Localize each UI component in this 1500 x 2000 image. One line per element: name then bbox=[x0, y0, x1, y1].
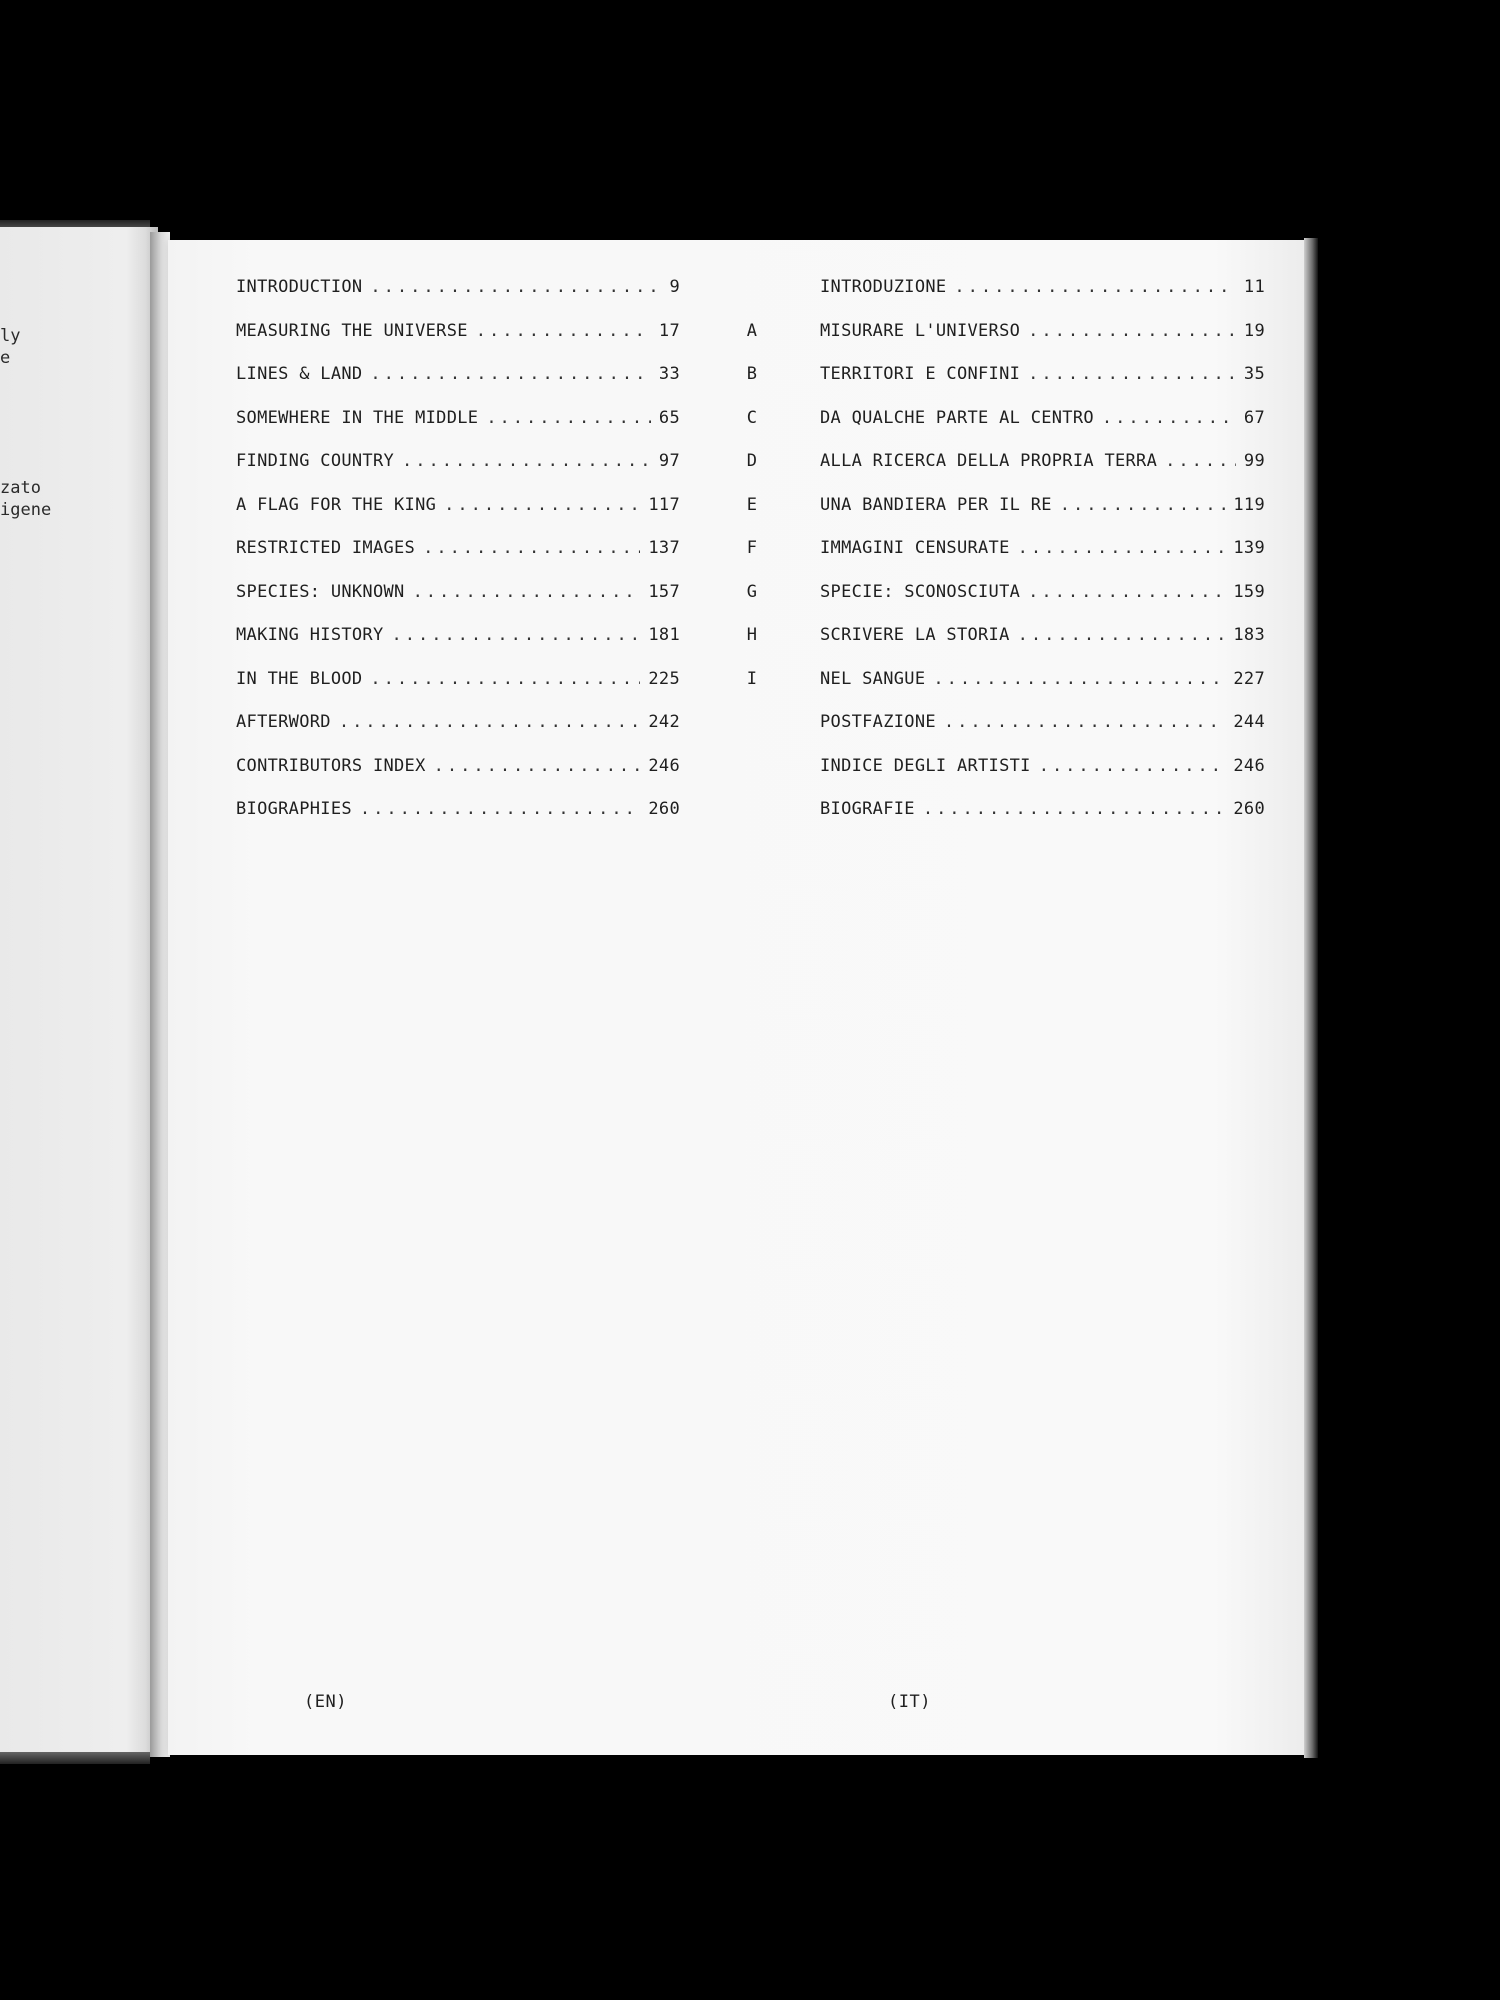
toc-title: BIOGRAPHIES bbox=[236, 799, 352, 819]
toc-title: MEASURING THE UNIVERSE bbox=[236, 320, 468, 341]
toc-row bbox=[820, 321, 1265, 365]
dot-leader bbox=[392, 625, 641, 645]
section-letter: G bbox=[746, 581, 758, 602]
left-cover-edge-bottom bbox=[0, 1752, 150, 1764]
dot-leader bbox=[1039, 756, 1226, 776]
toc-page-number: 19 bbox=[1243, 320, 1265, 341]
dot-leader bbox=[1028, 321, 1236, 341]
toc-page-number: 99 bbox=[1243, 451, 1265, 471]
toc-title: MAKING HISTORY bbox=[236, 625, 384, 645]
toc-row bbox=[820, 756, 1265, 800]
toc-page-number: 119 bbox=[1233, 494, 1265, 515]
toc-page-number: 35 bbox=[1243, 364, 1265, 384]
toc-row bbox=[236, 451, 680, 495]
toc-page-number: 157 bbox=[648, 581, 680, 602]
dot-leader bbox=[933, 669, 1225, 689]
section-letter: C bbox=[746, 407, 758, 428]
toc-row bbox=[236, 712, 680, 756]
toc-page-number: 97 bbox=[658, 451, 680, 471]
toc-row bbox=[236, 582, 680, 626]
language-label-it: (IT) bbox=[888, 1692, 931, 1712]
toc-row bbox=[820, 799, 1265, 843]
toc-title: FINDING COUNTRY bbox=[236, 451, 395, 471]
toc-row bbox=[236, 799, 680, 843]
toc-title: CONTRIBUTORS INDEX bbox=[236, 755, 426, 776]
dot-leader bbox=[370, 364, 651, 384]
toc-row bbox=[236, 538, 680, 582]
toc-title: RESTRICTED IMAGES bbox=[236, 538, 416, 558]
section-letter: I bbox=[746, 668, 758, 689]
contents-list-it bbox=[820, 277, 1265, 843]
section-letter: E bbox=[746, 494, 758, 515]
left-page bbox=[0, 227, 158, 1757]
toc-page-number: 67 bbox=[1243, 407, 1265, 428]
toc-page-number: 260 bbox=[1233, 799, 1265, 819]
left-page-text-fragment: igene bbox=[0, 500, 52, 520]
toc-row bbox=[820, 669, 1265, 713]
toc-page-number: 244 bbox=[1233, 712, 1265, 732]
contents-list-en bbox=[236, 277, 680, 843]
left-page-text-fragment: e bbox=[0, 348, 11, 368]
toc-row bbox=[820, 277, 1265, 321]
toc-page-number: 246 bbox=[648, 755, 680, 776]
book-gutter bbox=[150, 232, 170, 1757]
section-letter: F bbox=[746, 538, 758, 558]
toc-title: SPECIE: SCONOSCIUTA bbox=[820, 581, 1021, 602]
left-page-text-fragment: ly bbox=[0, 326, 21, 346]
toc-title: BIOGRAFIE bbox=[820, 799, 915, 819]
section-letter bbox=[740, 756, 764, 800]
toc-page-number: 117 bbox=[648, 494, 680, 515]
dot-leader bbox=[339, 712, 641, 732]
dot-leader bbox=[944, 712, 1226, 732]
toc-page-number: 17 bbox=[658, 320, 680, 341]
toc-row bbox=[820, 712, 1265, 756]
section-letter: A bbox=[746, 320, 758, 341]
section-letter bbox=[740, 799, 764, 843]
dot-leader bbox=[954, 277, 1236, 297]
toc-title: TERRITORI E CONFINI bbox=[820, 364, 1021, 384]
toc-title: INDICE DEGLI ARTISTI bbox=[820, 755, 1031, 776]
toc-page-number: 159 bbox=[1233, 581, 1265, 602]
toc-row bbox=[236, 408, 680, 452]
toc-title: NEL SANGUE bbox=[820, 668, 926, 689]
dot-leader bbox=[370, 277, 661, 297]
toc-row bbox=[820, 451, 1265, 495]
page-edge bbox=[1304, 238, 1318, 1758]
dot-leader bbox=[1018, 625, 1226, 645]
toc-row bbox=[236, 495, 680, 539]
toc-row bbox=[820, 495, 1265, 539]
section-letter: H bbox=[746, 625, 758, 645]
toc-title: MISURARE L'UNIVERSO bbox=[820, 320, 1021, 341]
dot-leader bbox=[476, 321, 651, 341]
dot-leader bbox=[370, 669, 640, 689]
section-letter bbox=[740, 712, 764, 756]
toc-row bbox=[236, 321, 680, 365]
toc-title: SOMEWHERE IN THE MIDDLE bbox=[236, 407, 479, 428]
language-label-en: (EN) bbox=[304, 1692, 347, 1712]
toc-page-number: 181 bbox=[648, 625, 680, 645]
toc-page-number: 9 bbox=[669, 277, 680, 297]
dot-leader bbox=[444, 495, 640, 515]
toc-title: AFTERWORD bbox=[236, 712, 331, 732]
toc-title: SPECIES: UNKNOWN bbox=[236, 581, 405, 602]
toc-title: POSTFAZIONE bbox=[820, 712, 936, 732]
toc-row bbox=[820, 625, 1265, 669]
dot-leader bbox=[1028, 582, 1225, 602]
section-letter: B bbox=[746, 364, 758, 384]
toc-title: UNA BANDIERA PER IL RE bbox=[820, 494, 1052, 515]
toc-title: LINES & LAND bbox=[236, 364, 363, 384]
toc-row bbox=[820, 538, 1265, 582]
toc-row bbox=[236, 625, 680, 669]
toc-title: INTRODUZIONE bbox=[820, 277, 947, 297]
dot-leader bbox=[1102, 408, 1236, 428]
toc-title: ALLA RICERCA DELLA PROPRIA TERRA bbox=[820, 451, 1158, 471]
toc-row bbox=[236, 277, 680, 321]
toc-page-number: 260 bbox=[648, 799, 680, 819]
toc-row bbox=[820, 582, 1265, 626]
dot-leader bbox=[486, 408, 651, 428]
toc-page-number: 65 bbox=[658, 407, 680, 428]
dot-leader bbox=[923, 799, 1226, 819]
toc-row bbox=[236, 669, 680, 713]
toc-page-number: 183 bbox=[1233, 625, 1265, 645]
dot-leader bbox=[1165, 451, 1236, 471]
dot-leader bbox=[402, 451, 651, 471]
toc-page-number: 242 bbox=[648, 712, 680, 732]
toc-page-number: 227 bbox=[1233, 668, 1265, 689]
toc-title: IMMAGINI CENSURATE bbox=[820, 538, 1010, 558]
dot-leader bbox=[413, 582, 641, 602]
toc-row bbox=[236, 364, 680, 408]
toc-page-number: 246 bbox=[1233, 755, 1265, 776]
toc-row bbox=[236, 756, 680, 800]
toc-page-number: 137 bbox=[648, 538, 680, 558]
dot-leader bbox=[1018, 538, 1226, 558]
dot-leader bbox=[360, 799, 641, 819]
dot-leader bbox=[434, 756, 641, 776]
section-letter: D bbox=[746, 451, 758, 471]
section-letter bbox=[740, 277, 764, 321]
toc-title: DA QUALCHE PARTE AL CENTRO bbox=[820, 407, 1094, 428]
toc-page-number: 33 bbox=[658, 364, 680, 384]
toc-title: SCRIVERE LA STORIA bbox=[820, 625, 1010, 645]
left-page-text-fragment: zato bbox=[0, 478, 41, 498]
toc-page-number: 11 bbox=[1243, 277, 1265, 297]
toc-title: A FLAG FOR THE KING bbox=[236, 494, 437, 515]
toc-page-number: 139 bbox=[1233, 538, 1265, 558]
dot-leader bbox=[1060, 495, 1226, 515]
toc-title: INTRODUCTION bbox=[236, 277, 363, 297]
toc-title: IN THE BLOOD bbox=[236, 668, 363, 689]
dot-leader bbox=[1028, 364, 1236, 384]
section-letters bbox=[740, 277, 764, 843]
toc-row bbox=[820, 364, 1265, 408]
toc-row bbox=[820, 408, 1265, 452]
dot-leader bbox=[423, 538, 640, 558]
toc-page-number: 225 bbox=[648, 668, 680, 689]
